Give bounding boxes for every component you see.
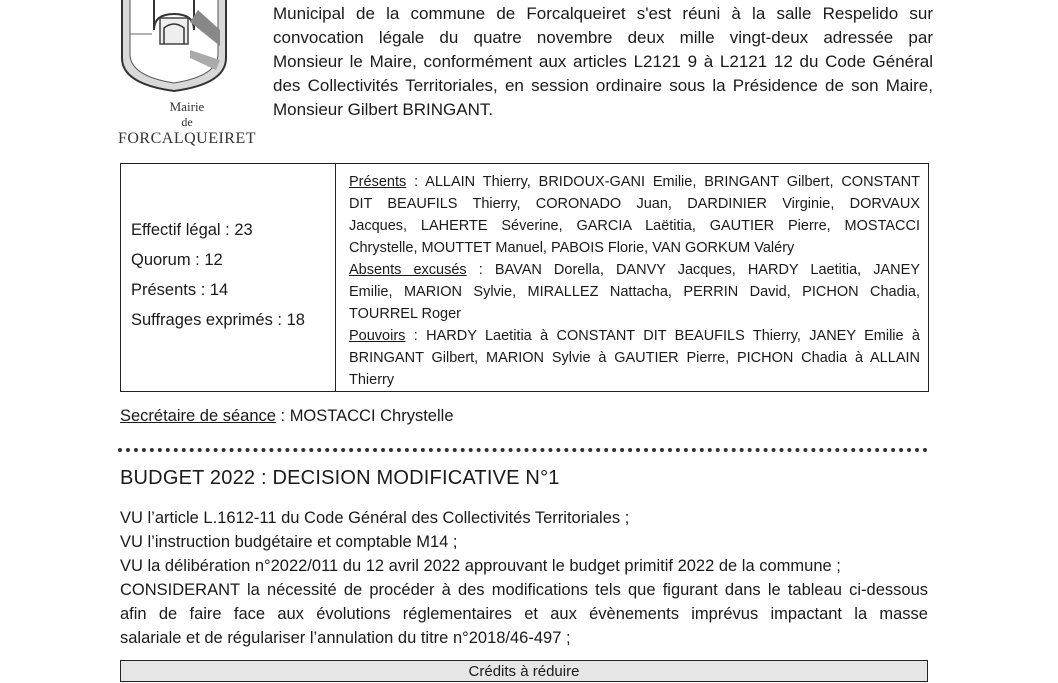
secretaire-de-seance [120,405,454,427]
intro-line: Monsieur Gilbert BRINGANT. [273,100,494,119]
secretaire-label: Secrétaire de séance [120,407,276,425]
mairie-line-1: Mairie [169,99,205,114]
budget-line: afin de faire face aux évolutions réglementaires et aux évènements imprévus impactant la masse [120,605,928,623]
intro-line: Monsieur le Maire, conformément aux articles L2121 9 à L2121 12 du Code Général [273,52,933,71]
attendance-table [120,163,929,392]
intro-line: convocation légale du quatre novembre deux mille vingt-deux adressée par [273,28,933,47]
mairie-caption [112,99,262,149]
secretaire-value: : MOSTACCI Chrystelle [275,407,454,425]
effectif-cell [121,164,336,391]
suffrages-exprimes: Suffrages exprimés : 18 [131,311,305,329]
presents-label: Présents [349,174,407,190]
attendance-list-cell [349,171,920,391]
absents-line: TOURREL Roger [349,306,462,322]
absents-text: : BAVAN Dorella, DANVY Jacques, HARDY Laetitia, JANEY [466,262,920,278]
presents-text: : ALLAIN Thierry, BRIDOUX-GANI Emilie, BRINGANT Gilbert, CONSTANT [406,174,920,190]
pouvoirs-text: : HARDY Laetitia à CONSTANT DIT BEAUFILS Thierry, JANEY Emilie à [405,328,920,344]
intro-line: Municipal de la commune de Forcalqueiret s'est réuni à la salle Respelido sur [273,4,933,23]
pouvoirs-line [349,325,920,347]
pouvoirs-line: Thierry [349,372,395,388]
mairie-line-3: FORCALQUEIRET [117,130,257,147]
presents-line: Chrystelle, MOUTTET Manuel, PABOIS Florie, VAN GORKUM Valéry [349,240,795,256]
budget-line: CONSIDERANT la nécessité de procéder à des modifications tels que figurant dans le tableau ci-dessous [120,581,928,599]
absents-label: Absents excusés [349,262,467,278]
dotted-separator [118,448,928,452]
mairie-line-2: de [181,115,193,129]
budget-line: salariale et de régulariser l’annulation du titre n°2018/46-497 ; [120,629,571,647]
budget-line: VU l’article L.1612-11 du Code Général des Collectivités Territoriales ; [120,509,630,527]
presents-line: DIT BEAUFILS Thierry, CORONADO Juan, DARDINIER Virginie, DORVAUX [349,196,920,212]
effectif-legal: Effectif légal : 23 [131,221,253,239]
commune-coat-of-arms-logo [120,0,228,92]
presents-count: Présents : 14 [131,281,229,299]
pouvoirs-line: BRINGANT Gilbert, MARION Sylvie à GAUTIER Pierre, PICHON Chadia à ALLAIN [349,350,920,366]
credits-table-header: Crédits à réduire [120,660,928,682]
budget-line: VU l’instruction budgétaire et comptable M14 ; [120,533,458,551]
absents-line: Emilie, MARION Sylvie, MIRALLEZ Nattacha, PERRIN David, PICHON Chadia, [349,284,920,300]
intro-line: des Collectivités Territoriales, en session ordinaire sous la Présidence de son Maire, [273,76,933,95]
budget-body [120,506,928,650]
pouvoirs-label: Pouvoirs [349,328,406,344]
presents-line: Jacques, LAHERTE Séverine, GARCIA Laëtitia, GAUTIER Pierre, MOSTACCI [349,218,920,234]
intro-paragraph [273,2,933,122]
absents-line [349,259,920,281]
budget-line: VU la délibération n°2022/011 du 12 avril 2022 approuvant le budget primitif 2022 de la commune ; [120,557,841,575]
presents-line [349,171,920,193]
section-heading: BUDGET 2022 : DECISION MODIFICATIVE N°1 [120,467,560,489]
quorum: Quorum : 12 [131,251,223,269]
